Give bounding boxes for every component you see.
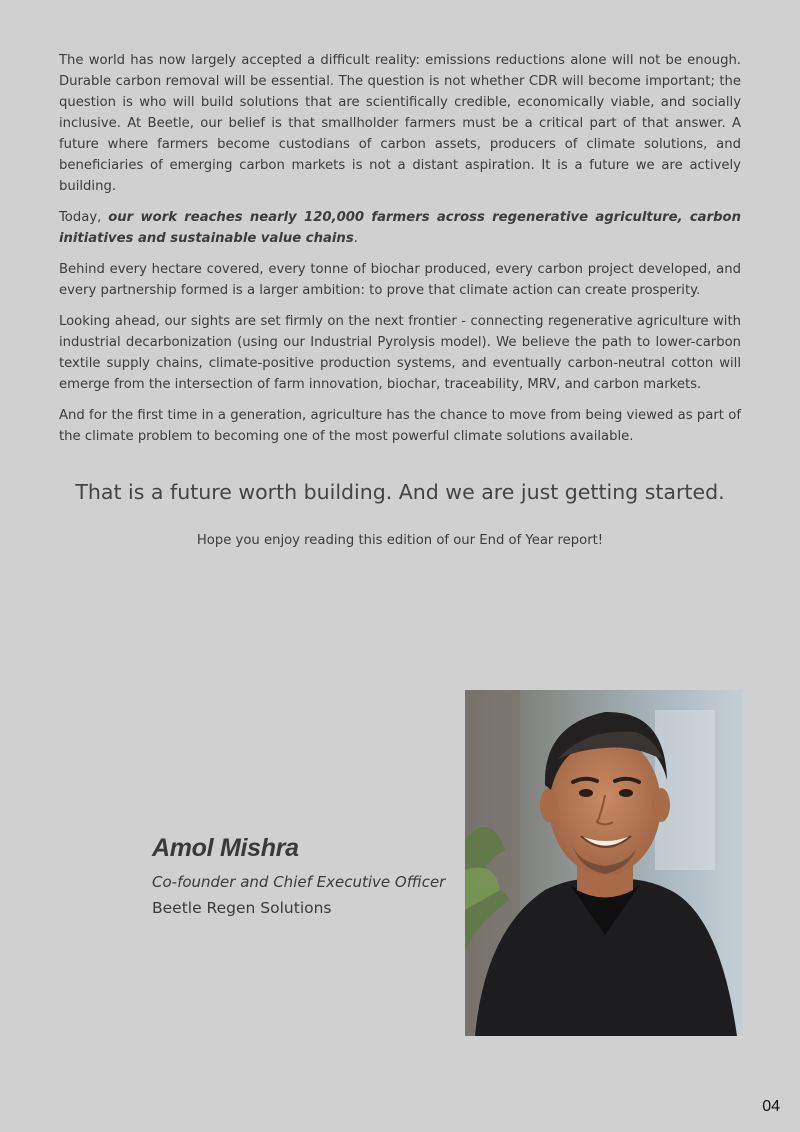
letter-body <box>59 50 741 457</box>
tagline: That is a future worth building. And we are just getting started. <box>75 480 725 504</box>
closing-note: Hope you enjoy reading this edition of our End of Year report! <box>196 533 604 548</box>
paragraph-prefix: Today, <box>59 210 109 225</box>
signatory-name: Amol Mishra <box>152 834 299 862</box>
paragraph-suffix: . <box>353 231 358 246</box>
signatory-role: Co-founder and Chief Executive Officer <box>152 873 446 891</box>
paragraph-ambition: Behind every hectare covered, every tonne of biochar produced, every carbon project developed, and every partnership formed is a larger ambition: to prove that climate action can create prosperity. <box>59 262 741 298</box>
page-number: 04 <box>762 1098 780 1115</box>
emphasis-farmers-reach: our work reaches nearly 120,000 farmers across regenerative agriculture, carbon initiatives and sustainable value chains <box>59 210 741 246</box>
paragraph-agriculture-chance: And for the first time in a generation, agriculture has the chance to move from being viewed as part of the climate problem to becoming one of the most powerful climate solutions available. <box>59 408 741 444</box>
paragraph-next-frontier: Looking ahead, our sights are set firmly on the next frontier - connecting regenerative agriculture with industrial decarbonization (using our Industrial Pyrolysis model). We believe the path to lower-carbon textile supply chains, climate-positive production systems, and eventually carbon-neutral cotton will emerge from the intersection of farm innovation, biochar, traceability, MRV, and carbon markets. <box>59 314 741 392</box>
paragraph-farmers-reach <box>59 207 741 249</box>
ceo-portrait-photo <box>465 690 743 1036</box>
signatory-organization: Beetle Regen Solutions <box>152 899 332 917</box>
paragraph-cdr-reality: The world has now largely accepted a difficult reality: emissions reductions alone will not be enough. Durable carbon removal will be essential. The question is not whether CDR will become important; the question is who will build solutions that are scientifically credible, economically viable, and socially inclusive. At Beetle, our belief is that smallholder farmers must be a critical part of that answer. A future where farmers become custodians of carbon assets, producers of climate solutions, and beneficiaries of emerging carbon markets is not a distant aspiration. It is a future we are actively building. <box>59 53 741 194</box>
